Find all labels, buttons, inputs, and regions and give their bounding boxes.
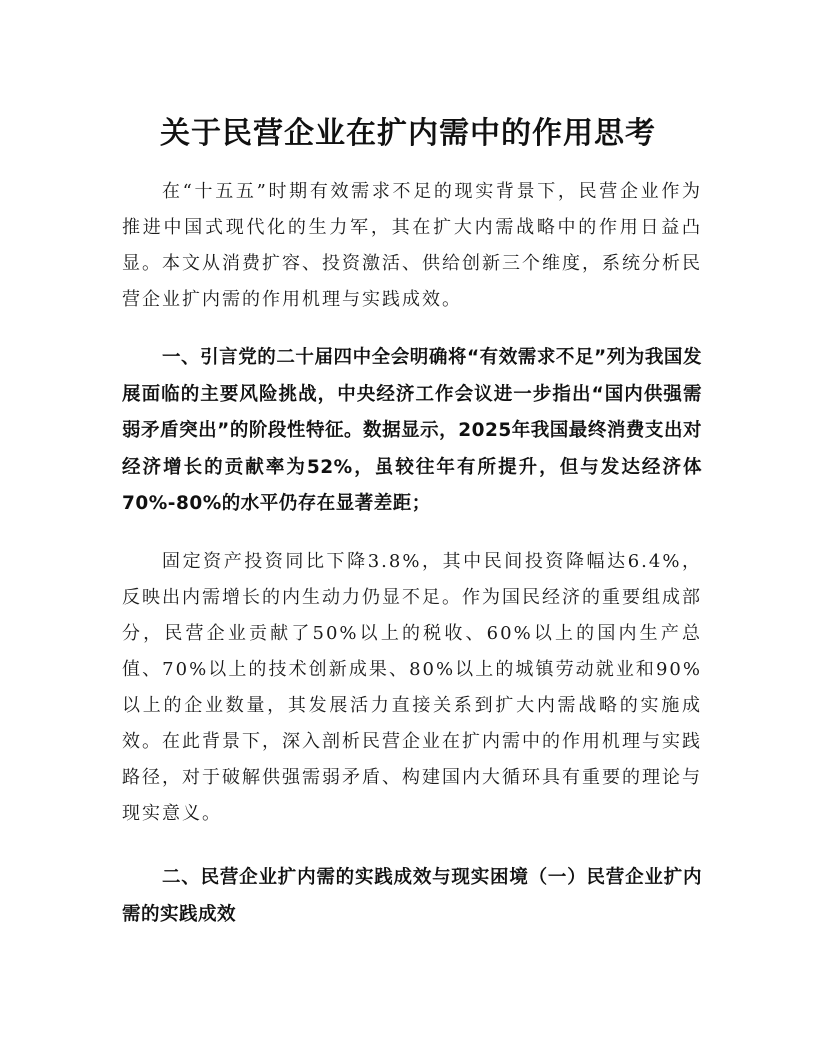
section-heading-practice: 二、民营企业扩内需的实践成效与现实困境（一）民营企业扩内需的实践成效 [122, 867, 702, 925]
document-title: 关于民营企业在扩内需中的作用思考 [160, 116, 656, 151]
paragraph-investment-analysis: 固定资产投资同比下降3.8%，其中民间投资降幅达6.4%，反映出内需增长的内生动力仍显不足。作为国民经济的重要组成部分，民营企业贡献了50%以上的税收、60%以上的国内生产总值、70%以上的技术创新成果、80%以上的城镇劳动就业和90%以上的企业数量，其发展活力直接关系到扩大内需战略的实施成效。在此背景下，深入剖析民营企业在扩内需中的作用机理与实践路径，对于破解供强需弱矛盾、构建国内大循环具有重要的理论与现实意义。 [122, 551, 702, 824]
paragraph-introduction: 一、引言党的二十届四中全会明确将“有效需求不足”列为我国发展面临的主要风险挑战，中央经济工作会议进一步指出“国内供强需弱矛盾突出”的阶段性特征。数据显示，2025年我国最终消费支出对经济增长的贡献率为52%，虽较往年有所提升，但与发达经济体70%-80%的水平仍存在显著差距； [122, 347, 702, 514]
paragraph-abstract: 在“十五五”时期有效需求不足的现实背景下，民营企业作为推进中国式现代化的生力军，其在扩大内需战略中的作用日益凸显。本文从消费扩容、投资激活、供给创新三个维度，系统分析民营企业扩内需的作用机理与实践成效。 [122, 181, 702, 310]
